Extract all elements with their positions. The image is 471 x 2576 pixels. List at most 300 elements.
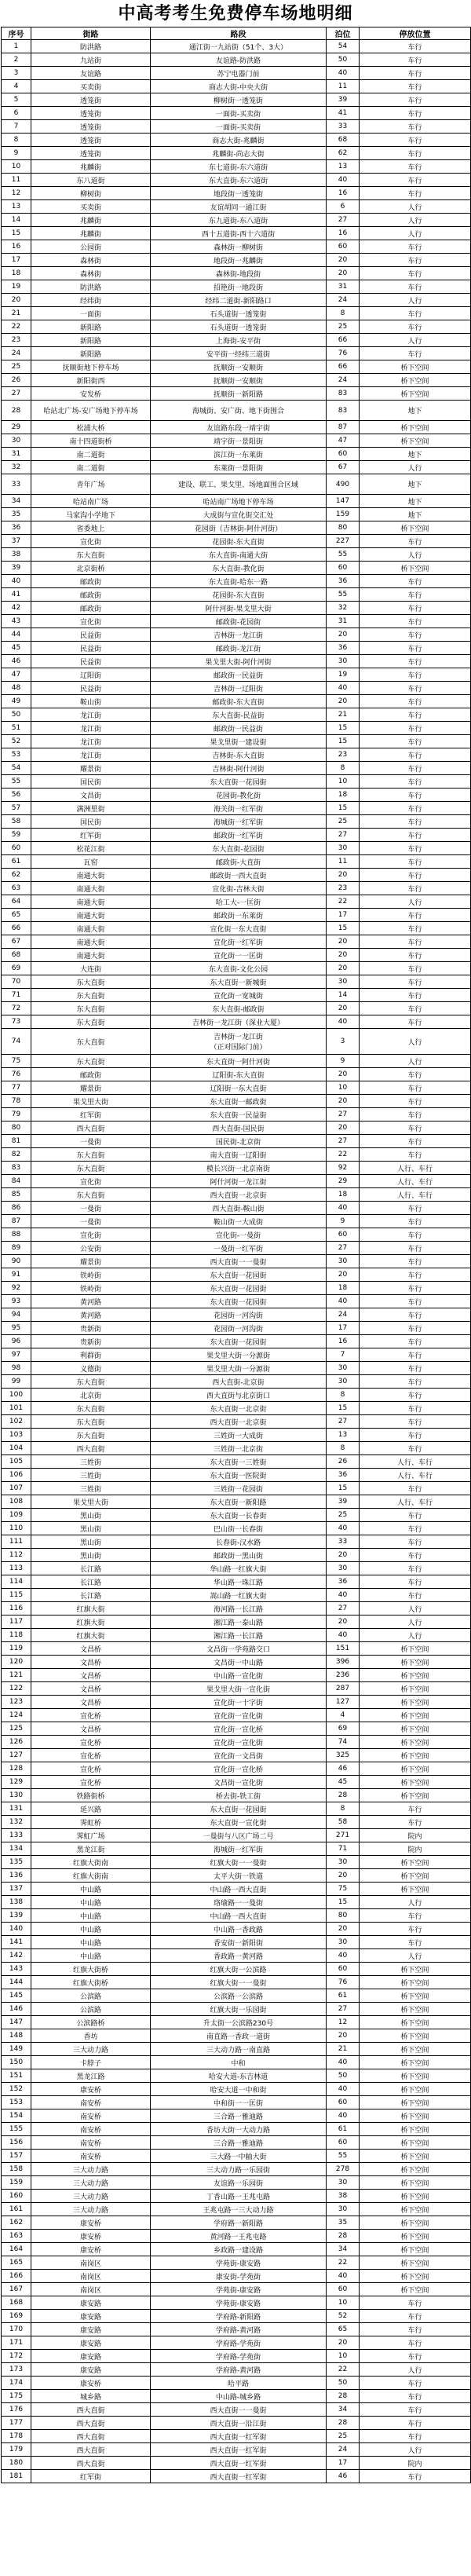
table-row [2,320,471,334]
cell-spaces: 36 [327,1469,360,1482]
table-row [2,2390,471,2403]
cell-no: 7 [2,120,31,134]
table-row [2,448,471,461]
cell-location: 桥下空间 [360,2043,471,2056]
cell-location: 桥下空间 [360,2016,471,2029]
cell-section: 邮政街一西大直街 [151,869,327,882]
cell-spaces: 22 [327,895,360,909]
cell-location: 车行 [360,668,471,682]
cell-spaces: 75 [327,1883,360,1896]
cell-no: 144 [2,1976,31,1989]
cell-street: 文昌桥 [31,1642,151,1656]
cell-location: 桥下空间 [360,1883,471,1896]
table-row [2,775,471,789]
table-row [2,2136,471,2150]
cell-section: 西大直街一沿江街 [151,2417,327,2430]
cell-spaces: 27 [327,829,360,842]
cell-street: 中山路 [31,1923,151,1936]
cell-no: 156 [2,2136,31,2150]
cell-no: 151 [2,2069,31,2083]
cell-section: 鞍山街一大成街 [151,1215,327,1228]
cell-no: 28 [2,401,31,421]
table-row [2,2216,471,2230]
cell-location: 地下 [360,495,471,508]
table-row [2,461,471,474]
cell-location: 地下 [360,508,471,521]
table-row [2,2163,471,2176]
table-row [2,1615,471,1629]
cell-location: 车行 [360,254,471,267]
cell-section: 文昌街一学苑路交口 [151,1642,327,1656]
cell-spaces: 490 [327,474,360,495]
cell-location: 桥下空间 [360,374,471,387]
cell-section: 海城街、安广街、地下街围合 [151,401,327,421]
cell-location: 桥下空间 [360,2243,471,2256]
cell-street: 经纬街 [31,294,151,307]
table-row [2,240,471,254]
cell-street: 铁路街桥 [31,1789,151,1802]
cell-street: 三大动力路 [31,2163,151,2176]
cell-spaces: 24 [327,374,360,387]
cell-no: 112 [2,1549,31,1562]
cell-no: 68 [2,949,31,962]
table-row [2,147,471,160]
cell-no: 18 [2,267,31,280]
cell-street: 马家沟小学地下 [31,508,151,521]
table-row [2,1602,471,1615]
cell-no: 140 [2,1923,31,1936]
cell-no: 149 [2,2043,31,2056]
table-row [2,1455,471,1469]
cell-section: 抚顺街一安顺街 [151,360,327,374]
cell-location: 桥下空间 [360,2283,471,2296]
table-row [2,615,471,628]
cell-location: 车行 [360,174,471,187]
cell-no: 30 [2,434,31,448]
table-row [2,802,471,815]
cell-section: 东九道街-东八道街 [151,214,327,227]
cell-spaces: 20 [327,695,360,708]
cell-no: 71 [2,989,31,1002]
cell-spaces: 74 [327,1736,360,1749]
cell-street: 宣化街 [31,1228,151,1242]
cell-section: 三姓街一大成街 [151,1429,327,1442]
cell-section: 学府路-学苑街 [151,2336,327,2350]
cell-no: 174 [2,2377,31,2390]
cell-street: 霁虹桥 [31,1816,151,1829]
cell-spaces: 10 [327,2296,360,2310]
cell-no: 41 [2,588,31,602]
table-row [2,1148,471,1162]
cell-spaces: 60 [327,2283,360,2296]
cell-location: 车行 [360,1002,471,1015]
table-row [2,1255,471,1268]
cell-section: 宣化街一宽城街 [151,989,327,1002]
cell-street: 公滨路 [31,2003,151,2016]
cell-no: 63 [2,882,31,895]
table-row [2,975,471,989]
cell-street: 东大直街 [31,1055,151,1068]
table-row [2,1348,471,1362]
cell-location: 人行 [360,1602,471,1615]
table-row [2,174,471,187]
cell-no: 121 [2,1669,31,1682]
cell-street: 香坊 [31,2029,151,2043]
cell-spaces: 28 [327,2417,360,2430]
cell-no: 163 [2,2230,31,2243]
cell-spaces: 11 [327,80,360,93]
cell-spaces: 55 [327,588,360,602]
cell-section: 邮政街-花园街 [151,615,327,628]
table-row [2,748,471,762]
table-row [2,2283,471,2296]
cell-spaces: 20 [327,254,360,267]
cell-spaces: 16 [327,187,360,200]
cell-location: 车行 [360,829,471,842]
cell-section: 吉林街一龙江街 （正对国际门前） [151,1029,327,1055]
cell-street: 三大动力路 [31,2190,151,2203]
table-row [2,2069,471,2083]
cell-location: 车行 [360,1015,471,1029]
cell-no: 136 [2,1869,31,1883]
cell-spaces: 76 [327,347,360,360]
cell-spaces: 15 [327,735,360,748]
cell-location: 人行 [360,2443,471,2457]
cell-spaces: 25 [327,2430,360,2443]
cell-location: 车行 [360,882,471,895]
cell-spaces: 60 [327,562,360,575]
cell-section: 三大动力路一乐园街 [151,2163,327,2176]
cell-spaces: 18 [327,789,360,802]
table-row [2,949,471,962]
cell-location: 车行 [360,1348,471,1362]
cell-no: 94 [2,1308,31,1322]
cell-spaces: 236 [327,1669,360,1682]
table-row [2,935,471,949]
cell-location: 车行 [360,2403,471,2417]
cell-location: 车行 [360,695,471,708]
header-spaces: 泊位 [327,27,360,40]
cell-section: 海关街一红军街 [151,802,327,815]
cell-location: 车行 [360,2350,471,2363]
cell-location: 车行 [360,909,471,922]
cell-street: 大连街 [31,962,151,975]
cell-section: 西大直街一红军街 [151,2457,327,2470]
table-row [2,735,471,748]
cell-no: 34 [2,495,31,508]
cell-street: 康安桥 [31,2243,151,2256]
cell-spaces: 22 [327,2363,360,2377]
cell-section: 宣化街-吉林大街 [151,882,327,895]
cell-street: 三姓街 [31,1482,151,1495]
cell-spaces: 20 [327,935,360,949]
cell-section: 东大直街一花园街 [151,1268,327,1282]
table-row [2,1896,471,1909]
cell-section: 果戈里街一建设街 [151,735,327,748]
cell-location: 人行、车行 [360,1469,471,1482]
cell-section: 学府路-学苑街 [151,2350,327,2363]
cell-spaces: 27 [327,1602,360,1615]
cell-section: 商志大街-兆麟街 [151,134,327,147]
cell-street: 黑山街 [31,1509,151,1522]
cell-no: 181 [2,2470,31,2483]
cell-section: 东大直街一花园街 [151,775,327,789]
cell-street: 耀景街 [31,762,151,775]
cell-spaces: 60 [327,1963,360,1976]
cell-street: 东大直街 [31,1015,151,1029]
cell-no: 130 [2,1789,31,1802]
cell-no: 132 [2,1816,31,1829]
cell-section: 宣化街一红军街 [151,935,327,949]
cell-no: 141 [2,1936,31,1949]
cell-spaces: 15 [327,922,360,935]
cell-location: 人行 [360,2363,471,2377]
cell-no: 162 [2,2216,31,2230]
table-row [2,1816,471,1829]
cell-location: 桥下空间 [360,360,471,374]
cell-spaces: 41 [327,107,360,120]
cell-street: 民益街 [31,655,151,668]
cell-section: 东大直街一医院街 [151,1469,327,1482]
table-row [2,1709,471,1722]
table-row [2,1762,471,1776]
cell-spaces: 34 [327,2403,360,2417]
cell-spaces: 8 [327,1802,360,1816]
table-row [2,1802,471,1816]
cell-no: 131 [2,1802,31,1816]
cell-location: 桥下空间 [360,1762,471,1776]
cell-no: 78 [2,1095,31,1108]
cell-location: 车行 [360,1562,471,1575]
table-row [2,2336,471,2350]
cell-no: 100 [2,1389,31,1402]
cell-spaces: 71 [327,1842,360,1856]
cell-section: 吉林街一龙江街（深业大厦） [151,1015,327,1029]
cell-street: 邮政街 [31,602,151,615]
cell-location: 桥下空间 [360,2096,471,2109]
table-row [2,2243,471,2256]
cell-spaces: 40 [327,1629,360,1642]
cell-no: 52 [2,735,31,748]
cell-section: 一面街-买卖街 [151,120,327,134]
cell-location: 车行 [360,575,471,588]
cell-section: 一曼街一红军街 [151,1242,327,1255]
cell-location: 车行 [360,1202,471,1215]
cell-location: 车行 [360,2296,471,2310]
cell-section: 乡政路一建设路 [151,2243,327,2256]
cell-spaces: 45 [327,1776,360,1789]
cell-street: 黑龙江路 [31,2069,151,2083]
cell-spaces: 83 [327,387,360,401]
cell-section: 三姓街一花园街 [151,1482,327,1495]
cell-location: 桥下空间 [360,2083,471,2096]
table-row [2,495,471,508]
cell-no: 54 [2,762,31,775]
table-row [2,1829,471,1842]
cell-no: 164 [2,2243,31,2256]
cell-spaces: 60 [327,448,360,461]
cell-section: 东大直街一新阳路 [151,1495,327,1509]
table-row [2,1549,471,1562]
cell-section: 东大直街一民益街 [151,1108,327,1122]
cell-location: 人行 [360,294,471,307]
cell-location: 人行 [360,1029,471,1055]
cell-no: 11 [2,174,31,187]
cell-section: 升太街一公滨路230号 [151,2016,327,2029]
cell-no: 21 [2,307,31,320]
cell-spaces: 10 [327,775,360,789]
cell-street: 透笼街 [31,120,151,134]
cell-no: 110 [2,1522,31,1535]
cell-no: 124 [2,1709,31,1722]
cell-no: 59 [2,829,31,842]
cell-spaces: 10 [327,1081,360,1095]
cell-location: 车行 [360,1402,471,1415]
cell-street: 南安桥 [31,2123,151,2136]
cell-location: 车行 [360,1148,471,1162]
cell-street: 三大动力路 [31,2043,151,2056]
cell-spaces: 28 [327,2230,360,2243]
cell-street: 文昌桥 [31,1669,151,1682]
cell-street: 透笼街 [31,107,151,120]
cell-street: 龙江街 [31,735,151,748]
cell-street: 九站街 [31,53,151,67]
cell-no: 143 [2,1963,31,1976]
cell-location: 人行 [360,200,471,214]
cell-section: 吉林街一辽阳街 [151,682,327,695]
cell-location: 车行 [360,307,471,320]
table-row [2,1642,471,1656]
table-row [2,895,471,909]
table-row [2,1696,471,1709]
cell-no: 177 [2,2417,31,2430]
cell-no: 146 [2,2003,31,2016]
cell-spaces: 127 [327,1696,360,1709]
cell-section: 嵩山路一红旗大街 [151,1589,327,1602]
cell-section: 苏宁电器门前 [151,67,327,80]
cell-section: 宣化街一宣化街 [151,1709,327,1722]
cell-section: 花园街-东大直街 [151,588,327,602]
cell-street: 康安桥 [31,2230,151,2243]
cell-location: 桥下空间 [360,2069,471,2083]
cell-spaces: 27 [327,214,360,227]
cell-spaces: 23 [327,882,360,895]
table-row [2,1522,471,1535]
cell-no: 40 [2,575,31,588]
table-row [2,2443,471,2457]
cell-spaces: 33 [327,1535,360,1549]
cell-section: 东七道街-东六道街 [151,160,327,174]
cell-street: 南通大街 [31,909,151,922]
cell-section: 一面街-买卖街 [151,107,327,120]
cell-no: 104 [2,1442,31,1455]
cell-street: 哈站北广场-安广场地下停车场 [31,401,151,421]
cell-location: 车行 [360,1081,471,1095]
cell-section: 东大直街-花园街 [151,842,327,855]
cell-location: 人行 [360,1896,471,1909]
cell-no: 76 [2,1068,31,1081]
cell-street: 新阳路 [31,320,151,334]
cell-no: 127 [2,1749,31,1762]
cell-section: 东莱街一景阳街 [151,461,327,474]
cell-street: 康安路 [31,2350,151,2363]
cell-section: 三合路一雅迪路 [151,2136,327,2150]
table-row [2,93,471,107]
cell-street: 西大直街 [31,2457,151,2470]
cell-street: 东大直街 [31,1188,151,1202]
cell-spaces: 26 [327,1455,360,1469]
cell-no: 80 [2,1122,31,1135]
cell-street: 延兴路 [31,1802,151,1816]
cell-location: 车行 [360,2430,471,2443]
cell-spaces: 25 [327,1509,360,1522]
cell-street: 防洪路 [31,40,151,53]
cell-street: 南安桥 [31,2096,151,2109]
cell-spaces: 61 [327,2123,360,2136]
cell-spaces: 50 [327,2377,360,2390]
cell-location: 人行 [360,1629,471,1642]
cell-section: 宣化街一宣化桥 [151,1762,327,1776]
cell-no: 19 [2,280,31,294]
cell-location: 桥下空间 [360,1963,471,1976]
cell-section: 文昌街一宣化街 [151,1776,327,1789]
table-row [2,1242,471,1255]
cell-location: 车行 [360,93,471,107]
cell-section: 西十五道街-西十六道街 [151,227,327,240]
cell-no: 32 [2,461,31,474]
cell-no: 49 [2,695,31,708]
cell-spaces: 31 [327,615,360,628]
table-row [2,989,471,1002]
cell-location: 车行 [360,1135,471,1148]
cell-no: 129 [2,1776,31,1789]
cell-location: 院内 [360,1842,471,1856]
cell-street: 抚顺街地下停车场 [31,360,151,374]
cell-location: 车行 [360,748,471,762]
cell-section: 香坊大街一大动力路 [151,2123,327,2136]
cell-spaces: 35 [327,2216,360,2230]
cell-street: 公安街 [31,1242,151,1255]
cell-section: 湘江路一泰山路 [151,1615,327,1629]
cell-no: 153 [2,2096,31,2109]
cell-no: 179 [2,2443,31,2457]
cell-section: 地段街一透笼街 [151,187,327,200]
cell-street: 西大直街 [31,2403,151,2417]
cell-section: 东大直街-教化街 [151,562,327,575]
cell-street: 邮政街 [31,1068,151,1081]
cell-street: 红旗大街南 [31,1869,151,1883]
cell-street: 贵新街 [31,1335,151,1348]
table-row [2,267,471,280]
cell-street: 南通大街 [31,895,151,909]
cell-spaces: 10 [327,2350,360,2363]
cell-street: 南岗区 [31,2270,151,2283]
table-row [2,2350,471,2363]
cell-spaces: 31 [327,280,360,294]
table-row [2,1776,471,1789]
cell-no: 171 [2,2336,31,2350]
cell-location: 车行 [360,187,471,200]
cell-section: 宣化街一十字街 [151,1696,327,1709]
cell-street: 兆麟街 [31,214,151,227]
table-row [2,1002,471,1015]
cell-section: 靖宇街一景阳街 [151,434,327,448]
cell-section: 国民街-北京街 [151,1135,327,1148]
cell-street: 柳树街 [31,187,151,200]
table-row [2,1095,471,1108]
cell-street: 买卖街 [31,200,151,214]
cell-section: 宣化街一东大直街 [151,922,327,935]
